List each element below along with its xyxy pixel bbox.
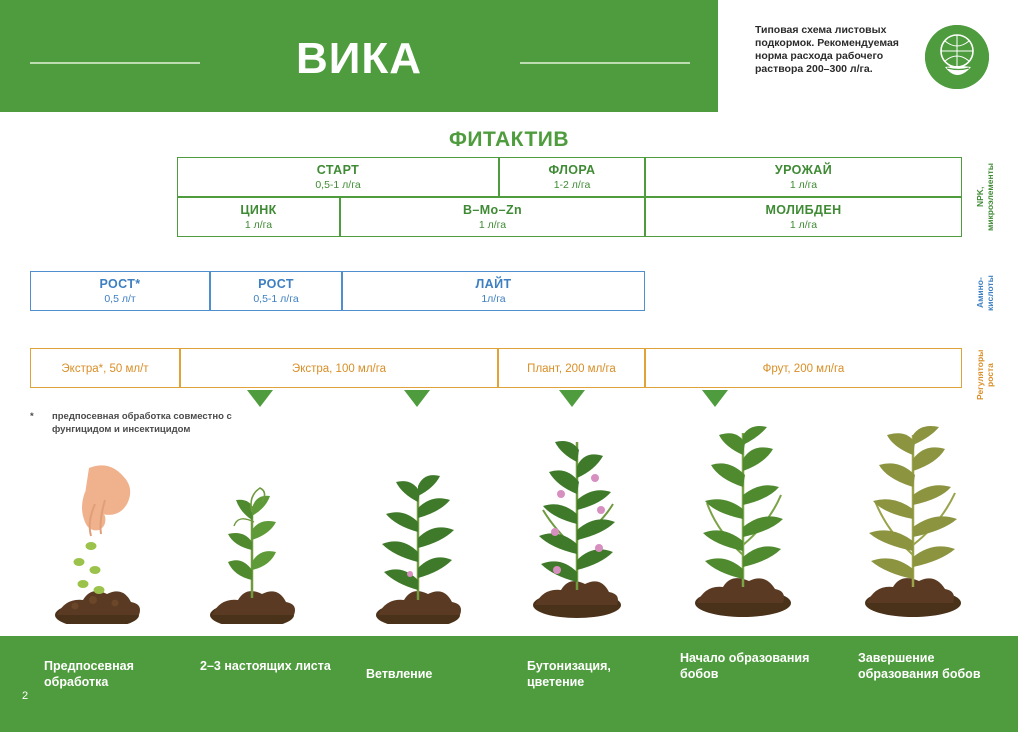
stage-arrow-3-icon <box>559 390 585 407</box>
stage-illustration-5 <box>655 415 835 630</box>
stage-label-2: 2–3 настоящих листа <box>200 659 331 673</box>
npk-cell-flora[interactable]: ФЛОРА 1-2 л/га <box>499 157 645 197</box>
stage-label-bar <box>0 636 1018 732</box>
footnote-marker: * <box>30 411 34 422</box>
npk-cell-bmozn[interactable]: B–Mo–Zn 1 л/га <box>340 197 645 237</box>
stage-label-3: Ветвление <box>366 667 433 681</box>
growth-cell-extra[interactable]: Экстра, 100 мл/га <box>180 348 498 388</box>
amino-vertical-label: Амино- кислоты <box>975 275 995 311</box>
stage-label-4: Бутонизация, цветение <box>527 659 611 689</box>
amino-cell-rost[interactable]: РОСТ 0,5-1 л/га <box>210 271 342 311</box>
page-number: 2 <box>22 690 29 702</box>
npk-cell-urozhay[interactable]: УРОЖАЙ 1 л/га <box>645 157 962 197</box>
stage-arrow-4-icon <box>702 390 728 407</box>
stage-label-5: Начало образования бобов <box>680 651 810 681</box>
npk-vertical-label: NPK, микроэлементы <box>975 163 995 231</box>
amino-cell-rost-star[interactable]: РОСТ* 0,5 л/т <box>30 271 210 311</box>
stage-illustration-2 <box>190 430 340 630</box>
growth-cell-extra-seed[interactable]: Экстра*, 50 мл/т <box>30 348 180 388</box>
header-banner <box>0 0 718 112</box>
plant-stage-illustrations <box>0 418 1018 630</box>
stage-label-1: Предпосевная обработка <box>44 659 134 689</box>
amino-cell-light[interactable]: ЛАЙТ 1л/га <box>342 271 645 311</box>
stage-illustration-3 <box>340 430 500 630</box>
bottom-spacer <box>0 624 1018 636</box>
header-note: Типовая схема листовых подкормок. Рекомендуемая норма расхода рабочего раствора 200–300 л/га. <box>755 24 899 75</box>
growth-cell-plant[interactable]: Плант, 200 мл/га <box>498 348 645 388</box>
page-title: ВИКА <box>295 34 423 83</box>
stage-illustration-6 <box>825 415 1005 630</box>
leaf-globe-logo-icon <box>925 25 989 89</box>
stage-illustration-1 <box>35 430 185 630</box>
growth-cell-frut[interactable]: Фрут, 200 мл/га <box>645 348 962 388</box>
npk-cell-start[interactable]: СТАРТ 0,5-1 л/га <box>177 157 499 197</box>
stage-arrow-2-icon <box>404 390 430 407</box>
npk-cell-molybdenum[interactable]: МОЛИБДЕН 1 л/га <box>645 197 962 237</box>
footnote-text: предпосевная обработка совместно с фунгицидом и инсектицидом <box>52 411 232 435</box>
stage-illustration-4 <box>495 420 665 630</box>
section-title: ФИТАКТИВ <box>448 128 570 151</box>
npk-cell-zinc[interactable]: ЦИНК 1 л/га <box>177 197 340 237</box>
stage-arrow-1-icon <box>247 390 273 407</box>
stage-label-6: Завершение образования бобов <box>858 651 981 681</box>
growth-vertical-label: Регуляторы роста <box>975 349 995 401</box>
